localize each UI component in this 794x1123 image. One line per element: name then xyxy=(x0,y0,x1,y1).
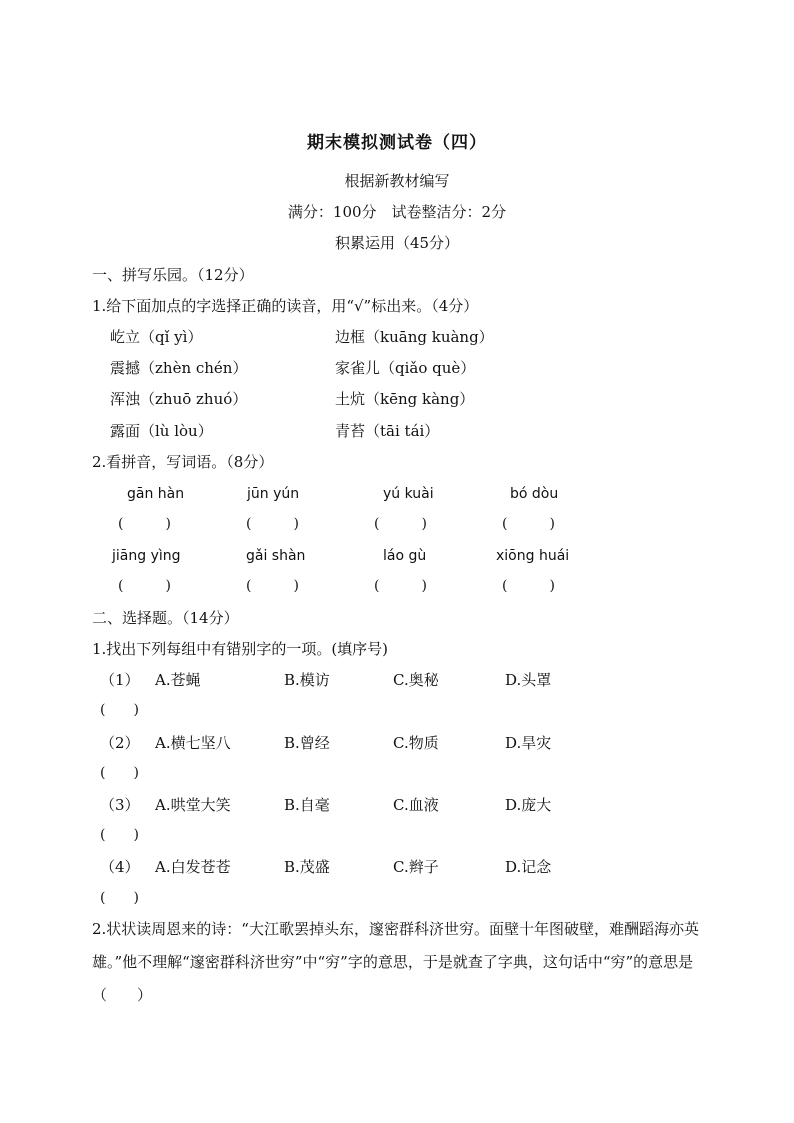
option-a[interactable]: A.哄堂大笑 xyxy=(155,796,231,814)
pinyin-prompt: jiāng yìng xyxy=(112,548,181,564)
answer-blank[interactable]: ( ) xyxy=(100,827,139,843)
reading-item: 边框（kuāng kuàng） xyxy=(335,328,494,346)
option-c[interactable]: C.奥秘 xyxy=(393,671,439,689)
answer-blank[interactable]: ( ) xyxy=(100,765,139,781)
option-c[interactable]: C.辫子 xyxy=(393,858,439,876)
pinyin-prompt: gǎi shàn xyxy=(246,548,306,564)
option-d[interactable]: D.头罩 xyxy=(505,671,552,689)
section-heading: 积累运用（45分） xyxy=(334,234,460,252)
answer-blank[interactable]: ( ) xyxy=(118,578,171,594)
option-d[interactable]: D.记念 xyxy=(505,858,552,876)
reading-item: 露面（lù lòu） xyxy=(110,422,213,440)
reading-item: 家雀儿（qiǎo què） xyxy=(335,359,476,377)
answer-blank[interactable]: ( ) xyxy=(246,516,299,532)
part1-heading: 一、拼写乐园。（12分） xyxy=(92,266,254,284)
part1-q2-prompt: 2.看拼音，写词语。（8分） xyxy=(92,453,274,471)
option-b[interactable]: B.茂盛 xyxy=(284,858,330,876)
option-a[interactable]: A.横七坚八 xyxy=(155,734,231,752)
reading-item: 震撼（zhèn chén） xyxy=(110,359,248,377)
option-a[interactable]: A.白发苍苍 xyxy=(155,858,231,876)
page-title: 期末模拟测试卷（四） xyxy=(307,133,487,153)
pinyin-prompt: xiōng huái xyxy=(496,548,570,564)
option-c[interactable]: C.血液 xyxy=(393,796,439,814)
group-number: （1） xyxy=(100,671,140,689)
part2-q1-prompt: 1.找出下列每组中有错别字的一项。(填序号) xyxy=(92,640,389,658)
reading-item: 屹立（qǐ yì） xyxy=(110,328,203,346)
answer-blank[interactable]: ( ) xyxy=(502,516,555,532)
option-b[interactable]: B.自毫 xyxy=(284,796,330,814)
pinyin-prompt: yú kuài xyxy=(383,486,434,502)
pinyin-prompt: gān hàn xyxy=(127,486,185,502)
group-number: （4） xyxy=(100,858,140,876)
answer-blank[interactable]: ( ) xyxy=(502,578,555,594)
option-a[interactable]: A.苍蝇 xyxy=(155,671,201,689)
answer-blank[interactable]: ( ) xyxy=(118,516,171,532)
answer-blank[interactable]: ( ) xyxy=(374,578,427,594)
part1-q1-prompt: 1.给下面加点的字选择正确的读音，用“√”标出来。（4分） xyxy=(92,297,479,315)
option-d[interactable]: D.庞大 xyxy=(505,796,552,814)
answer-blank[interactable]: ( ) xyxy=(100,702,139,718)
pinyin-prompt: láo gù xyxy=(383,548,427,564)
subtitle: 根据新教材编写 xyxy=(344,172,450,190)
option-d[interactable]: D.旱灾 xyxy=(505,734,552,752)
answer-blank[interactable]: ( ) xyxy=(374,516,427,532)
part2-heading: 二、选择题。（14分） xyxy=(92,609,239,627)
option-b[interactable]: B.曾经 xyxy=(284,734,330,752)
reading-item: 土炕（kēng kàng） xyxy=(335,390,475,408)
reading-item: 青苔（tāi tái） xyxy=(335,422,440,440)
answer-blank[interactable]: ( ) xyxy=(100,890,139,906)
group-number: （2） xyxy=(100,734,140,752)
part2-q2-text: 2.状状读周恩来的诗：“大江歌罢掉头东，邃密群科济世穷。面壁十年图破壁，难酬蹈海亦英雄。”他不理解“邃密群科济世穷”中“穷”字的意思，于是就查了字典，这句话中“穷”的意思是（ ） xyxy=(92,920,699,1004)
option-b[interactable]: B.模访 xyxy=(284,671,330,689)
score-info: 满分：100分 试卷整洁分：2分 xyxy=(287,203,507,221)
option-c[interactable]: C.物质 xyxy=(393,734,439,752)
answer-blank[interactable]: ( ) xyxy=(246,578,299,594)
pinyin-prompt: jūn yún xyxy=(247,486,300,502)
pinyin-prompt: bó dòu xyxy=(510,486,559,502)
reading-item: 浑浊（zhuō zhuó） xyxy=(110,390,248,408)
group-number: （3） xyxy=(100,796,140,814)
